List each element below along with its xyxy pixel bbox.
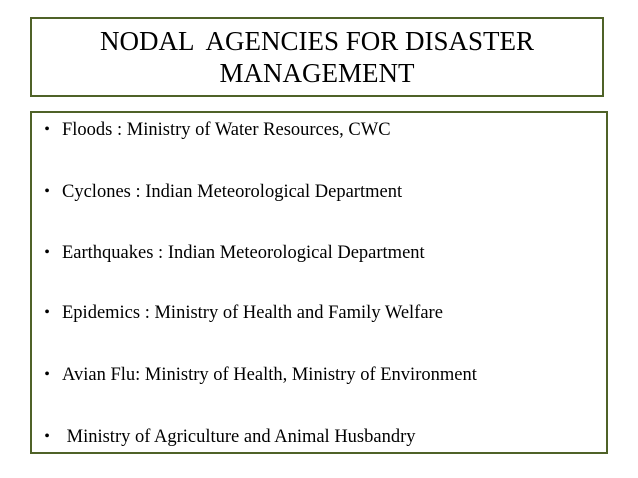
bullet-icon: •: [44, 244, 50, 261]
slide-title: NODAL AGENCIES FOR DISASTER MANAGEMENT: [99, 26, 541, 88]
bullet-item: [32, 181, 402, 203]
bullet-text: Epidemics : Ministry of Health and Family Welfare: [62, 303, 443, 323]
bullet-icon: •: [44, 366, 50, 383]
bullet-item: [32, 364, 477, 386]
bullet-text: Ministry of Agriculture and Animal Husbandry: [62, 427, 416, 447]
bullet-text: Earthquakes : Indian Meteorological Department: [62, 243, 425, 263]
bullet-icon: •: [44, 121, 50, 138]
bullet-icon: •: [44, 183, 50, 200]
bullet-text: Cyclones : Indian Meteorological Department: [62, 182, 403, 202]
bullet-icon: •: [44, 428, 50, 445]
bullet-item: [32, 242, 425, 264]
bullet-item: [32, 119, 391, 141]
bullet-text: Avian Flu: Ministry of Health, Ministry of Environment: [62, 365, 477, 385]
bullet-text: Floods : Ministry of Water Resources, CWC: [62, 120, 391, 140]
title-box: [30, 17, 604, 97]
bullet-item: [32, 426, 416, 448]
bullet-icon: •: [44, 304, 50, 321]
bullet-item: [32, 302, 443, 324]
content-box: [30, 111, 608, 454]
